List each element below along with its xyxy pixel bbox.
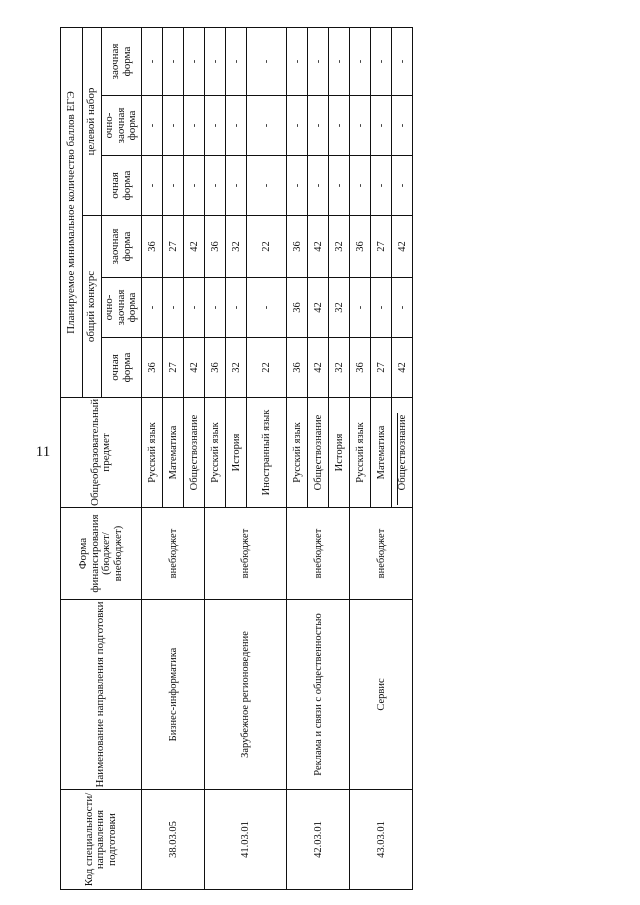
score-cell: - [163, 96, 184, 156]
code-cell: 43.03.01 [350, 790, 413, 890]
financing-cell: внебюджет [350, 508, 413, 600]
score-cell: 36 [350, 338, 371, 398]
score-cell: 32 [329, 338, 350, 398]
subject-cell: Русский язык [142, 398, 163, 508]
score-cell: - [329, 156, 350, 216]
score-cell: 42 [392, 216, 413, 278]
score-cell: 32 [329, 216, 350, 278]
rotated-table-container [60, 28, 408, 890]
header-form-full-time: очная форма [102, 338, 142, 398]
score-cell: - [142, 156, 163, 216]
direction-cell: Сервис [350, 600, 413, 790]
header-code: Код специальности/ направления подготовки [61, 790, 142, 890]
header-financing: Форма финансирования (бюджет/ внебюджет) [61, 508, 142, 600]
header-target: целевой набор [83, 27, 102, 215]
table-row [205, 27, 226, 889]
header-general: общий конкурс [83, 216, 102, 398]
score-cell: - [371, 278, 392, 338]
score-cell: - [392, 278, 413, 338]
subject-cell: Обществознание [392, 398, 413, 508]
score-cell: - [184, 278, 205, 338]
score-cell: - [287, 27, 308, 95]
score-cell: - [392, 27, 413, 95]
header-form-part-time: очно-заочная форма [102, 278, 142, 338]
direction-cell: Реклама и связи с общественностью [287, 600, 350, 790]
score-cell: - [371, 156, 392, 216]
score-cell: - [142, 27, 163, 95]
score-cell: - [308, 27, 329, 95]
score-cell: - [226, 96, 247, 156]
score-cell: 32 [226, 338, 247, 398]
subject-cell: История [329, 398, 350, 508]
score-cell: - [329, 96, 350, 156]
score-cell: - [184, 27, 205, 95]
financing-cell: внебюджет [205, 508, 287, 600]
header-form-full-time: очная форма [102, 156, 142, 216]
header-form-part-time: очно-заочная форма [102, 96, 142, 156]
score-cell: - [205, 96, 226, 156]
header-form-extramural: заочная форма [102, 27, 142, 95]
score-cell: - [350, 156, 371, 216]
code-cell: 42.03.01 [287, 790, 350, 890]
score-cell: 42 [184, 216, 205, 278]
score-cell: - [142, 96, 163, 156]
score-cell: - [392, 96, 413, 156]
score-cell: 42 [184, 338, 205, 398]
score-cell: - [226, 278, 247, 338]
score-cell: - [287, 96, 308, 156]
score-cell: - [142, 278, 163, 338]
subject-cell: Русский язык [350, 398, 371, 508]
score-cell: - [205, 27, 226, 95]
score-cell: - [287, 156, 308, 216]
financing-cell: внебюджет [287, 508, 350, 600]
subject-cell: Математика [371, 398, 392, 508]
direction-cell: Зарубежное регионоведение [205, 600, 287, 790]
score-cell: - [350, 278, 371, 338]
score-cell: - [163, 278, 184, 338]
score-cell: 36 [287, 338, 308, 398]
score-cell: - [371, 96, 392, 156]
score-cell: 32 [329, 278, 350, 338]
score-cell: - [247, 156, 287, 216]
page-number: 11 [35, 444, 51, 460]
score-cell: - [226, 27, 247, 95]
code-cell: 41.03.01 [205, 790, 287, 890]
score-cell: - [247, 96, 287, 156]
table-row [350, 27, 371, 889]
score-cell: 36 [287, 278, 308, 338]
table-row [142, 27, 163, 889]
admission-scores-table [60, 27, 413, 890]
score-cell: - [392, 156, 413, 216]
subject-cell: Иностранный язык [247, 398, 287, 508]
score-cell: 36 [142, 338, 163, 398]
header-form-extramural: заочная форма [102, 216, 142, 278]
header-planned: Планируемое минимальное количество баллов ЕГЭ [61, 27, 83, 397]
score-cell: - [371, 27, 392, 95]
score-cell: - [329, 27, 350, 95]
score-cell: 42 [308, 216, 329, 278]
score-cell: 36 [350, 216, 371, 278]
score-cell: 27 [371, 216, 392, 278]
score-cell: 36 [205, 338, 226, 398]
score-cell: 36 [205, 216, 226, 278]
score-cell: 36 [142, 216, 163, 278]
header-direction: Наименование направления подготовки [61, 600, 142, 790]
subject-cell: Обществознание [308, 398, 329, 508]
score-cell: - [163, 156, 184, 216]
score-cell: - [308, 156, 329, 216]
score-cell: 27 [163, 216, 184, 278]
score-cell: 22 [247, 216, 287, 278]
score-cell: - [184, 96, 205, 156]
score-cell: 42 [392, 338, 413, 398]
direction-cell: Бизнес-информатика [142, 600, 205, 790]
score-cell: 36 [287, 216, 308, 278]
score-cell: - [308, 96, 329, 156]
score-cell: 27 [163, 338, 184, 398]
subject-cell: Русский язык [287, 398, 308, 508]
score-cell: 42 [308, 338, 329, 398]
score-cell: - [350, 27, 371, 95]
score-cell: 27 [371, 338, 392, 398]
score-cell: - [205, 156, 226, 216]
subject-cell: Обществознание [184, 398, 205, 508]
score-cell: 22 [247, 338, 287, 398]
score-cell: 42 [308, 278, 329, 338]
header-subject: Общеобразовательный предмет [61, 398, 142, 508]
score-cell: - [163, 27, 184, 95]
score-cell: - [350, 96, 371, 156]
score-cell: - [226, 156, 247, 216]
subject-cell: Русский язык [205, 398, 226, 508]
table-row [287, 27, 308, 889]
subject-cell: Математика [163, 398, 184, 508]
code-cell: 38.03.05 [142, 790, 205, 890]
score-cell: - [247, 278, 287, 338]
financing-cell: внебюджет [142, 508, 205, 600]
score-cell: - [205, 278, 226, 338]
score-cell: 32 [226, 216, 247, 278]
score-cell: - [184, 156, 205, 216]
score-cell: - [247, 27, 287, 95]
subject-cell: История [226, 398, 247, 508]
